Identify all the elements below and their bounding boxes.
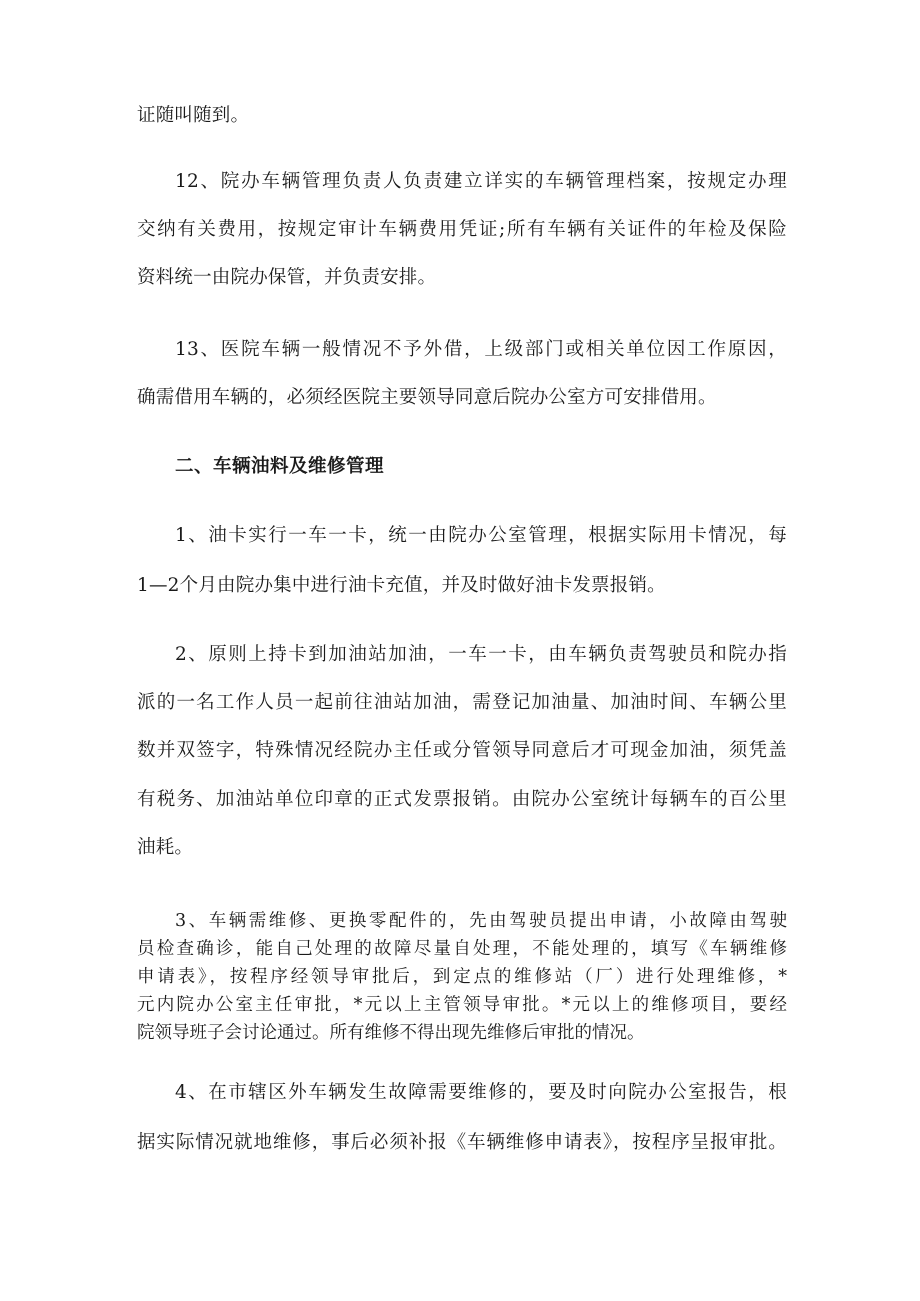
item-2-line-4: 有税务、加油站单位印章的正式发票报销。由院办公室统计每辆车的百公里 xyxy=(137,789,787,810)
item-3-line-1: 3、车辆需维修、更换零配件的，先由驾驶员提出申请，小故障由驾驶 xyxy=(175,911,787,931)
item-3-line-5: 院领导班子会讨论通过。所有维修不得出现先维修后审批的情况。 xyxy=(137,1023,645,1043)
item-2-line-5: 油耗。 xyxy=(137,837,194,858)
item-4-line-1: 4、在市辖区外车辆发生故障需要维修的，要及时向院办公室报告，根 xyxy=(175,1082,787,1103)
item-2-line-3: 数并双签字，特殊情况经院办主任或分管领导同意后才可现金加油，须凭盖 xyxy=(137,740,787,761)
paragraph-line: 证随叫随到。 xyxy=(137,105,250,126)
paragraph-12-line-3: 资料统一由院办保管，并负责安排。 xyxy=(137,267,437,288)
paragraph-13-line-1: 13、医院车辆一般情况不予外借，上级部门或相关单位因工作原因， xyxy=(175,339,787,360)
paragraph-12-line-2: 交纳有关费用，按规定审计车辆费用凭证;所有车辆有关证件的年检及保险 xyxy=(137,219,787,240)
section-heading: 二、车辆油料及维修管理 xyxy=(175,456,385,477)
item-3-line-2: 员检查确诊，能自己处理的故障尽量自处理，不能处理的，填写《车辆维修 xyxy=(137,939,787,959)
item-3-line-3: 申请表》，按程序经领导审批后，到定点的维修站（厂）进行处理维修，* xyxy=(137,967,787,987)
item-3-line-4: 元内院办公室主任审批，*元以上主管领导审批。*元以上的维修项目，要经 xyxy=(137,995,787,1015)
paragraph-13-line-2: 确需借用车辆的，必须经医院主要领导同意后院办公室方可安排借用。 xyxy=(137,387,717,408)
item-2-line-2: 派的一名工作人员一起前往油站加油，需登记加油量、加油时间、车辆公里 xyxy=(137,692,787,713)
item-1-line-2: 1—2个月由院办集中进行油卡充值，并及时做好油卡发票报销。 xyxy=(137,575,666,596)
item-1-line-1: 1、油卡实行一车一卡，统一由院办公室管理，根据实际用卡情况，每 xyxy=(175,525,787,546)
paragraph-12-line-1: 12、院办车辆管理负责人负责建立详实的车辆管理档案，按规定办理 xyxy=(175,171,787,192)
item-2-line-1: 2、原则上持卡到加油站加油，一车一卡，由车辆负责驾驶员和院办指 xyxy=(175,644,787,665)
item-4-line-2: 据实际情况就地维修，事后必须补报《车辆维修申请表》，按程序呈报审批。 xyxy=(137,1132,787,1153)
